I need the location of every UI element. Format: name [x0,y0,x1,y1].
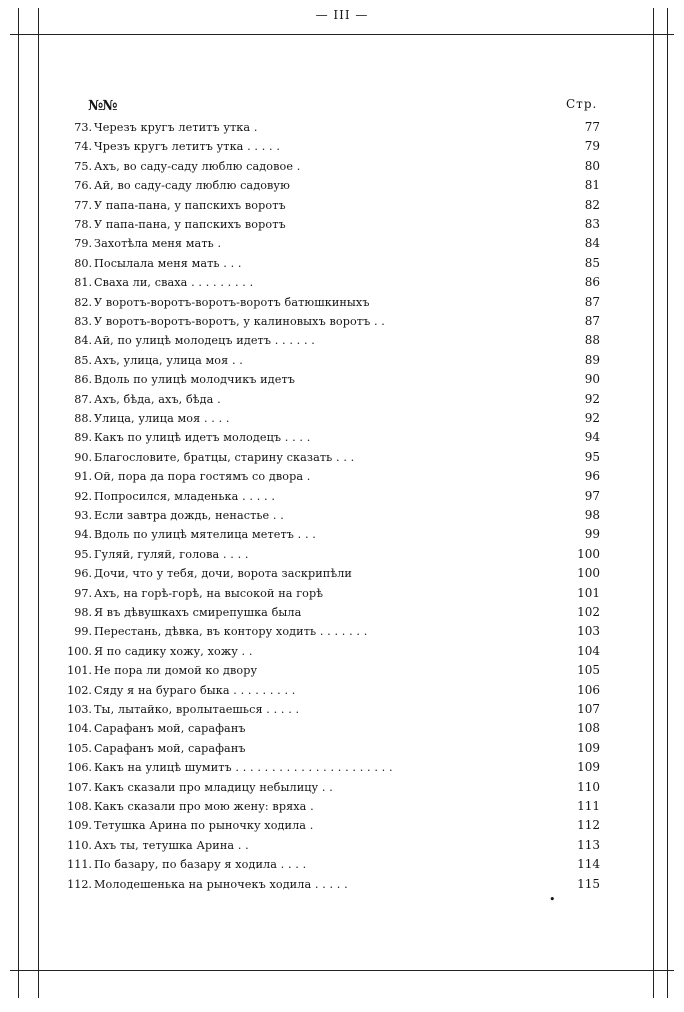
toc-entry-title: Вдоль по улицѣ мятелица мететъ . . . [94,528,316,542]
toc-entry [60,739,600,758]
toc-entry-title: Ахъ, бѣда, ахъ, бѣда . [94,392,221,406]
toc-entry [60,525,600,544]
toc-entry-title: Ахъ, во саду-саду люблю садовое . [94,159,301,173]
toc-entry-title: Ахъ, на горѣ-горѣ, на высокой на горѣ [94,586,324,600]
toc-entry-page: 97 [584,488,600,503]
toc-entry-number: 109. [67,819,92,833]
toc-entry-title: Ахъ, улица, улица моя . . [94,353,243,367]
toc-entry-page: 81 [584,178,600,193]
toc-entry-number: 105. [67,741,92,755]
toc-entry-number: 103. [67,703,92,716]
toc-entry [60,448,600,467]
toc-entry-title: Дочи, что у тебя, дочи, ворота заскрипѣли [94,567,352,581]
toc-entry-title: Ахъ ты, тетушка Арина . . [94,838,249,852]
toc-entry [60,331,600,350]
toc-entry [60,312,600,331]
toc-entry-number: 93. [74,509,92,522]
toc-entry [60,137,600,156]
toc-entry-number: 76. [74,179,92,193]
toc-entry-page: 96 [584,469,600,484]
toc-entry-number: 98. [74,606,92,619]
toc-entry-title: Ой, пора да пора гостямъ со двора . [94,470,311,484]
toc-entry-number: 86. [74,373,92,387]
toc-entry-page: 105 [577,663,600,678]
toc-entry-page: 77 [584,120,600,134]
toc-entry [60,196,600,215]
toc-entry-number: 91. [74,470,92,484]
toc-entry [60,584,600,603]
toc-entry-page: 99 [584,527,600,542]
toc-entry-title: Какъ на улицѣ шумитъ . . . . . . . . . . . . . . . . . . . . . . [94,761,393,775]
toc-entry-number: 88. [74,412,92,425]
toc-entry-number: 97. [74,586,92,600]
frame-bottom-rule [10,970,674,971]
toc-entry-page: 83 [584,217,600,231]
toc-entry-page: 82 [584,197,600,212]
toc-entry-title: Попросился, младенька . . . . . [94,489,275,503]
toc-entry-page: 100 [577,546,600,561]
toc-entry-number: 92. [74,489,92,503]
toc-entry [60,545,600,564]
toc-entry-page: 98 [584,508,600,522]
toc-entry [60,836,600,855]
toc-entry-page: 80 [584,158,600,173]
toc-entry-number: 75. [74,159,92,173]
toc-entry [60,875,600,894]
toc-entry-number: 73. [74,121,92,134]
toc-entry-page: 94 [584,430,600,445]
toc-entry-title: У папа-пана, у папскихъ воротъ [94,198,286,212]
toc-entry [60,254,600,273]
toc-entry-title: Молодешенька на рыночекъ ходила . . . . . [94,877,348,891]
toc-entry [60,816,600,835]
toc-entry [60,700,600,719]
toc-entry-number: 110. [67,838,92,852]
toc-entry-title: Какъ сказали про младицу небылицу . . [94,780,333,794]
toc-entry-number: 107. [67,780,92,794]
toc-entry-page: 108 [577,721,600,736]
toc-entry-page: 100 [577,566,600,581]
toc-entry-title: Вдоль по улицѣ молодчикъ идетъ [94,373,295,387]
toc-entry [60,661,600,680]
toc-entry [60,215,600,234]
toc-entry-title: Если завтра дождь, ненастье . . [94,509,284,522]
frame-right-outer [667,8,668,998]
toc-entry-title: Тетушка Арина по рыночку ходила . [94,819,314,833]
toc-entry-title: Ты, лытайко, вролытаешься . . . . . [94,703,300,716]
toc-entry-number: 112. [67,877,92,891]
toc-entry [60,681,600,700]
toc-entry-title: По базару, по базару я ходила . . . . [94,858,307,872]
toc-entry-number: 96. [74,567,92,581]
toc-entry [60,622,600,641]
toc-entry [60,118,600,137]
toc-entry [60,758,600,777]
toc-entry [60,234,600,253]
toc-entry-number: 101. [67,664,92,678]
toc-entry [60,157,600,176]
toc-entry-page: 112 [577,818,600,833]
toc-entry-title: Улица, улица моя . . . . [94,412,230,425]
toc-entry [60,487,600,506]
toc-entry-page: 111 [577,799,600,813]
toc-entry-page: 109 [577,740,600,755]
toc-entry-number: 79. [74,237,92,251]
toc-entry [60,428,600,447]
toc-entry-title: Ай, во саду-саду люблю садовую [94,179,290,193]
toc-entry-title: Благословите, братцы, старину сказать . . . [94,450,355,464]
toc-entry-page: 79 [584,139,600,154]
toc-entry-title: Чрезъ кругъ летитъ утка . . . . . [94,140,281,154]
toc-entry-page: 110 [577,779,600,794]
toc-entry-page: 115 [577,876,600,891]
frame-right-inner [653,8,654,998]
ink-mark: • [549,893,556,906]
toc-entry-page: 104 [577,643,600,658]
toc-entry [60,390,600,409]
toc-entry [60,506,600,525]
toc-entry [60,467,600,486]
toc-entry-number: 100. [67,644,92,658]
toc-entry-title: Черезъ кругъ летитъ утка . [94,121,258,134]
toc-entry [60,797,600,816]
toc-entry-title: Сарафанъ мой, сарафанъ [94,741,246,755]
page-number: — III — [315,8,369,22]
toc-entry-title: Не пора ли домой ко двору [94,664,258,678]
toc-entry-title: Перестань, дѣвка, въ контору ходить . . . . . . . [94,625,368,639]
toc-entry [60,176,600,195]
toc-entry-page: 106 [577,682,600,697]
toc-entry-title: Я въ дѣвушкахъ смирепушка была [94,606,302,619]
toc-entry [60,855,600,874]
toc-entry-title: Я по садику хожу, хожу . . [94,644,253,658]
toc-entry-number: 77. [74,198,92,212]
frame-left-outer [18,8,19,998]
toc-entry-title: Какъ сказали про мою жену: вряха . [94,800,314,813]
toc-entry-number: 74. [74,140,92,154]
toc-entry-number: 90. [74,450,92,464]
toc-entry-title: Гуляй, гуляй, голова . . . . [94,547,249,561]
toc-entry [60,293,600,312]
toc-entry-number: 106. [67,761,92,775]
toc-entry-page: 103 [577,624,600,639]
toc-entry [60,273,600,292]
toc-entry [60,351,600,370]
toc-entry-page: 92 [584,411,600,425]
toc-entry-page: 87 [584,294,600,309]
toc-entry-page: 102 [577,605,600,619]
frame-top-rule [10,34,674,35]
toc-entry-title: Посылала меня мать . . . [94,256,242,270]
toc-entry-title: Сарафанъ мой, сарафанъ [94,722,246,736]
toc-entry-number: 108. [67,800,92,813]
toc-entry-number: 82. [74,295,92,309]
toc-entry [60,719,600,738]
toc-entry [60,778,600,797]
toc-entry-page: 89 [584,352,600,367]
toc-entry [60,409,600,428]
toc-entry-number: 81. [74,276,92,290]
toc-entry-title: У папа-пана, у папскихъ воротъ [94,218,286,231]
toc-entry-title: У воротъ-воротъ-воротъ, у калиновыхъ воротъ . . [94,315,385,328]
toc-entry-title: Сяду я на бураго быка . . . . . . . . . [94,683,296,697]
toc-entry-number: 84. [74,334,92,348]
toc-entry-page: 113 [577,837,600,852]
toc-entry-page: 87 [584,314,600,328]
toc-entry-page: 88 [584,333,600,348]
toc-entry-number: 111. [67,858,92,872]
toc-entry-number: 95. [74,547,92,561]
toc-entry-number: 104. [67,722,92,736]
toc-entry-number: 83. [74,315,92,328]
toc-entry [60,564,600,583]
frame-left-inner [38,8,39,998]
column-header-pages: Стр. [566,97,598,111]
toc-entry-page: 90 [584,372,600,387]
toc-entry-title: Сваха ли, сваха . . . . . . . . . [94,276,254,290]
toc-entry [60,642,600,661]
column-header-numbers: №№ [88,98,117,114]
toc-entry-title: Захотѣла меня мать . [94,237,222,251]
toc-entry-number: 80. [74,256,92,270]
toc-entry-page: 101 [577,585,600,600]
toc-entry [60,370,600,389]
toc-entry-number: 94. [74,528,92,542]
toc-entry-page: 114 [577,857,600,872]
toc-entry-page: 84 [584,236,600,251]
toc-entry-number: 87. [74,392,92,406]
toc-entry-page: 109 [577,760,600,775]
toc-entry-number: 78. [74,218,92,231]
toc-entry-title: Ай, по улицѣ молодецъ идетъ . . . . . . [94,334,315,348]
toc-entry [60,603,600,622]
toc-entry-title: У воротъ-воротъ-воротъ-воротъ батюшкиныхъ [94,295,370,309]
toc-entry-number: 85. [74,353,92,367]
toc-entry-page: 85 [584,255,600,270]
toc-entry-title: Какъ по улицѣ идетъ молодецъ . . . . [94,431,311,445]
toc-entry-page: 107 [577,702,600,716]
toc-entry-number: 102. [67,683,92,697]
toc-entry-page: 95 [584,449,600,464]
toc-entry-number: 99. [74,625,92,639]
toc-entry-page: 92 [584,391,600,406]
toc-entry-page: 86 [584,275,600,290]
toc-entry-number: 89. [74,431,92,445]
